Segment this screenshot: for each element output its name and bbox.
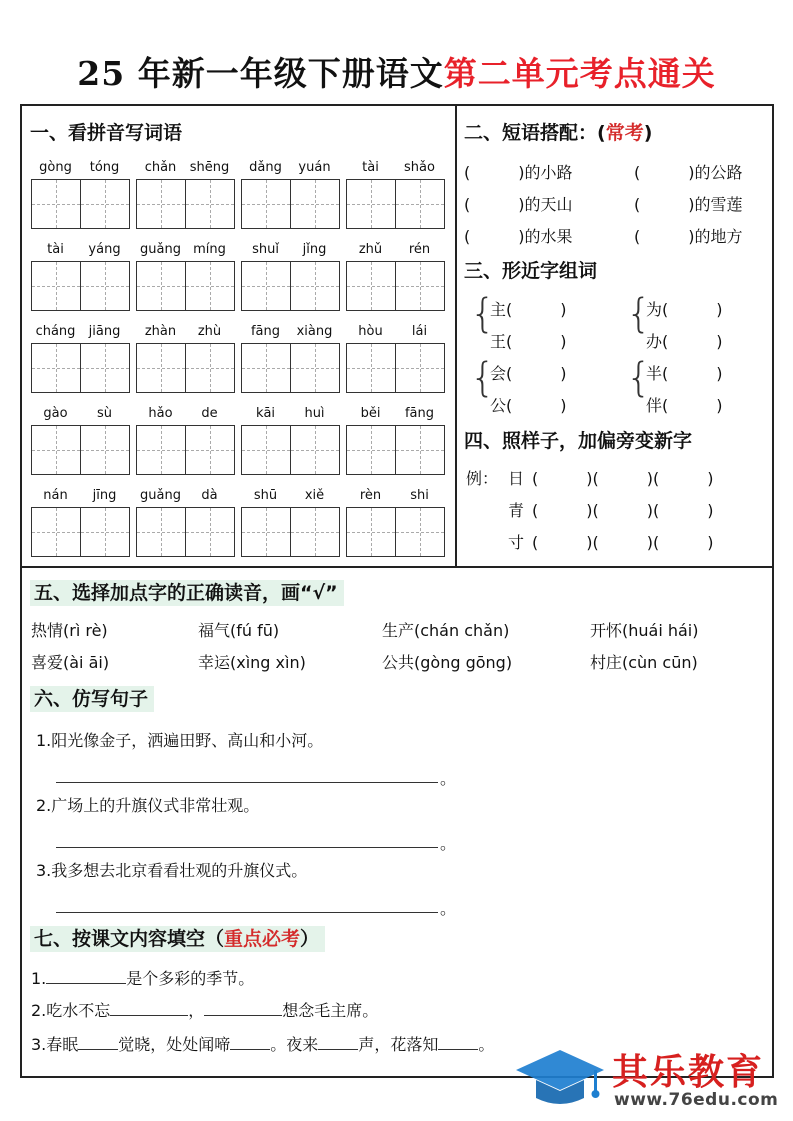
word-cell (136, 157, 235, 229)
fill-line-3 (31, 1032, 494, 1055)
pinyin-syllable: kāi (255, 406, 276, 421)
pinyin-row (346, 239, 445, 261)
pronunciation-item: 喜爱(ài āi) (31, 653, 110, 672)
end-mark: 。 (440, 769, 457, 788)
pinyin-syllable: guǎng (140, 488, 181, 503)
writing-boxes (31, 507, 130, 557)
fill-text: 是个多彩的季节。 (126, 969, 255, 988)
pinyin-syllable: lái (411, 324, 428, 339)
word-cell (136, 239, 235, 311)
similar-char-item: 主( ) (490, 300, 567, 319)
radical-char: 日 (508, 469, 525, 488)
pinyin-row (31, 321, 130, 343)
pinyin-syllable: huì (304, 406, 325, 421)
pinyin-row (346, 321, 445, 343)
tianzige-box[interactable] (185, 262, 234, 310)
word-cell (31, 239, 130, 311)
tianzige-box[interactable] (395, 508, 444, 556)
tianzige-box[interactable] (80, 426, 129, 474)
similar-char-item: 半( ) (646, 364, 723, 383)
sentence-prompt: 3.我多想去北京看看壮观的升旗仪式。 (36, 861, 308, 880)
tianzige-box[interactable] (80, 508, 129, 556)
writing-boxes (136, 179, 235, 229)
tianzige-box[interactable] (137, 344, 185, 392)
writing-boxes (136, 507, 235, 557)
brace-icon: { (626, 291, 652, 337)
writing-boxes (346, 179, 445, 229)
title-highlight: 第二单元考点通关 (443, 54, 716, 93)
writing-boxes (31, 179, 130, 229)
writing-boxes (346, 425, 445, 475)
phrase-item: ( )的天山 (464, 195, 573, 214)
answer-line[interactable] (56, 760, 438, 783)
tianzige-box[interactable] (32, 426, 80, 474)
tianzige-box[interactable] (185, 180, 234, 228)
pinyin-row (136, 321, 235, 343)
pinyin-row (241, 157, 340, 179)
sentence-prompt: 2.广场上的升旗仪式非常壮观。 (36, 796, 260, 815)
sec7-heading-red: 重点必考 (224, 928, 301, 950)
example-label: 例： (466, 469, 499, 488)
tianzige-box[interactable] (80, 180, 129, 228)
pinyin-syllable: míng (193, 242, 226, 257)
fill-blank[interactable] (78, 1035, 118, 1050)
word-cell (346, 485, 445, 557)
fill-text: 声，花落知 (358, 1035, 439, 1054)
pinyin-syllable: shū (253, 488, 278, 503)
fill-line-2 (31, 998, 378, 1021)
fill-line-1 (31, 966, 254, 989)
fill-text: ， (188, 1001, 205, 1020)
pinyin-syllable: rén (408, 242, 431, 257)
pinyin-row (136, 403, 235, 425)
pinyin-row (346, 157, 445, 179)
graduation-cap-graphic (512, 1042, 606, 1114)
sec2-heading-end: ) (643, 122, 653, 144)
word-cell (31, 485, 130, 557)
sec3-heading: 三、形近字组词 (464, 260, 598, 282)
pronunciation-item: 热情(rì rè) (31, 621, 108, 640)
pinyin-syllable: zhàn (144, 324, 177, 339)
writing-boxes (136, 425, 235, 475)
word-cell (241, 321, 340, 393)
section-divider (20, 566, 774, 568)
watermark-url: www.76edu.com (614, 1090, 779, 1110)
tianzige-box[interactable] (80, 262, 129, 310)
similar-char-item: 伴( ) (646, 396, 723, 415)
radical-blanks: ( )( )( ) (532, 533, 714, 552)
pinyin-syllable: xiàng (296, 324, 333, 339)
word-cell (31, 157, 130, 229)
fill-text: 想念毛主席。 (282, 1001, 379, 1020)
sec7-heading-text: 七、按课文内容填空（ (34, 928, 225, 950)
fill-text: 2.吃水不忘 (31, 1001, 111, 1020)
word-cell (241, 403, 340, 475)
pinyin-syllable: sù (96, 406, 112, 421)
pinyin-syllable: shǎo (404, 160, 435, 175)
pinyin-syllable: hǎo (148, 406, 173, 421)
tianzige-box[interactable] (347, 262, 395, 310)
pinyin-syllable: jiāng (88, 324, 121, 339)
writing-boxes (136, 343, 235, 393)
word-cell (136, 321, 235, 393)
fill-blank[interactable] (46, 969, 126, 984)
tianzige-box[interactable] (395, 426, 444, 474)
word-cell (31, 321, 130, 393)
tianzige-box[interactable] (395, 180, 444, 228)
answer-line[interactable] (56, 825, 438, 848)
fill-blank[interactable] (204, 1001, 282, 1016)
pinyin-syllable: fāng (250, 324, 281, 339)
writing-boxes (31, 425, 130, 475)
pinyin-syllable: tài (47, 242, 64, 257)
answer-line[interactable] (56, 890, 438, 913)
pinyin-row (31, 485, 130, 507)
tianzige-box[interactable] (137, 262, 185, 310)
fill-text: 3.春眠 (31, 1035, 79, 1054)
word-cell (346, 239, 445, 311)
pinyin-row (31, 403, 130, 425)
pinyin-row (346, 485, 445, 507)
tianzige-box[interactable] (80, 344, 129, 392)
tianzige-box[interactable] (185, 344, 234, 392)
writing-boxes (241, 507, 340, 557)
pinyin-syllable: nán (43, 488, 68, 503)
pronunciation-item: 福气(fú fū) (198, 621, 280, 640)
tianzige-box[interactable] (137, 508, 185, 556)
writing-boxes (241, 261, 340, 311)
tianzige-box[interactable] (347, 426, 395, 474)
brace-icon: { (470, 291, 496, 337)
pinyin-syllable: rèn (359, 488, 382, 503)
brace-icon: { (470, 355, 496, 401)
word-cell (346, 321, 445, 393)
word-cell (346, 403, 445, 475)
page-title (0, 48, 793, 95)
pronunciation-item: 生产(chán chǎn) (382, 621, 510, 640)
pinyin-syllable: běi (360, 406, 381, 421)
writing-boxes (241, 343, 340, 393)
writing-boxes (346, 507, 445, 557)
pinyin-row (136, 157, 235, 179)
graduation-cap-icon (512, 1042, 606, 1114)
pinyin-syllable: dǎng (249, 160, 282, 175)
sec5-heading-text: 五、选择加点字的正确读音，画“√” (30, 580, 344, 606)
radical-char: 寸 (508, 533, 525, 552)
similar-char-item: 公( ) (490, 396, 567, 415)
tianzige-box[interactable] (32, 180, 80, 228)
pinyin-syllable: xiě (304, 488, 325, 503)
pinyin-syllable: gòng (39, 160, 72, 175)
pinyin-syllable: guǎng (140, 242, 181, 257)
pinyin-syllable: gào (43, 406, 68, 421)
pinyin-syllable: yáng (88, 242, 121, 257)
pronunciation-item: 村庄(cùn cūn) (590, 653, 698, 672)
tianzige-box[interactable] (137, 180, 185, 228)
tianzige-box[interactable] (242, 180, 290, 228)
tianzige-box[interactable] (242, 508, 290, 556)
phrase-item: ( )的水果 (464, 227, 573, 246)
sentence-prompt: 1.阳光像金子，洒遍田野、高山和小河。 (36, 731, 324, 750)
sec7-heading (30, 924, 325, 951)
pinyin-syllable: fāng (404, 406, 435, 421)
title-main: 25 年新一年级下册语文 (77, 54, 444, 93)
tianzige-box[interactable] (347, 180, 395, 228)
brace-icon: { (626, 355, 652, 401)
phrase-item: ( )的雪莲 (634, 195, 743, 214)
tianzige-box[interactable] (395, 262, 444, 310)
sec1-heading: 一、看拼音写词语 (30, 122, 183, 144)
pinyin-syllable: tài (362, 160, 379, 175)
fill-blank[interactable] (438, 1035, 478, 1050)
pinyin-syllable: shēng (189, 160, 230, 175)
tianzige-box[interactable] (290, 344, 339, 392)
pinyin-syllable: shuǐ (252, 242, 279, 257)
phrase-item: ( )的地方 (634, 227, 743, 246)
tianzige-box[interactable] (290, 262, 339, 310)
pinyin-syllable: chǎn (144, 160, 177, 175)
tianzige-box[interactable] (395, 344, 444, 392)
pinyin-syllable: zhǔ (358, 242, 383, 257)
radical-blanks: ( )( )( ) (532, 501, 714, 520)
column-divider (455, 104, 457, 568)
fill-text: 觉晓，处处闻啼 (118, 1035, 231, 1054)
writing-boxes (31, 261, 130, 311)
radical-blanks: ( )( )( ) (532, 469, 714, 488)
tianzige-box[interactable] (137, 426, 185, 474)
writing-boxes (136, 261, 235, 311)
radical-char: 青 (508, 501, 525, 520)
sec5-heading (30, 578, 344, 605)
tianzige-box[interactable] (242, 426, 290, 474)
phrase-item: ( )的小路 (464, 163, 573, 182)
fill-blank[interactable] (230, 1035, 270, 1050)
writing-boxes (241, 425, 340, 475)
tianzige-box[interactable] (290, 426, 339, 474)
pinyin-row (136, 485, 235, 507)
word-cell (136, 485, 235, 557)
tianzige-box[interactable] (185, 426, 234, 474)
end-mark: 。 (440, 899, 457, 918)
pinyin-row (136, 239, 235, 261)
fill-text: 1. (31, 969, 47, 988)
sec4-heading: 四、照样子，加偏旁变新字 (464, 430, 693, 452)
writing-boxes (241, 179, 340, 229)
sec6-heading-text: 六、仿写句子 (30, 686, 154, 712)
fill-text: 。夜来 (270, 1035, 319, 1054)
tianzige-box[interactable] (32, 344, 80, 392)
pinyin-row (31, 239, 130, 261)
pinyin-syllable: jīng (92, 488, 117, 503)
sec6-heading (30, 684, 154, 711)
pinyin-row (241, 239, 340, 261)
fill-blank[interactable] (110, 1001, 188, 1016)
similar-char-item: 为( ) (646, 300, 723, 319)
similar-char-item: 会( ) (490, 364, 567, 383)
writing-boxes (31, 343, 130, 393)
word-cell (241, 239, 340, 311)
tianzige-box[interactable] (290, 180, 339, 228)
sec7-heading-end: ） (300, 928, 320, 950)
tianzige-box[interactable] (185, 508, 234, 556)
pronunciation-item: 开怀(huái hái) (590, 621, 699, 640)
pinyin-syllable: cháng (35, 324, 76, 339)
writing-boxes (346, 343, 445, 393)
pinyin-row (346, 403, 445, 425)
fill-text: 。 (478, 1035, 495, 1054)
end-mark: 。 (440, 834, 457, 853)
pinyin-syllable: shi (410, 488, 429, 503)
word-cell (241, 157, 340, 229)
similar-char-item: 办( ) (646, 332, 723, 351)
tianzige-box[interactable] (347, 508, 395, 556)
pinyin-syllable: dà (201, 488, 218, 503)
word-cell (136, 403, 235, 475)
pinyin-row (241, 403, 340, 425)
similar-char-item: 王( ) (490, 332, 567, 351)
phrase-item: ( )的公路 (634, 163, 743, 182)
pinyin-row (241, 321, 340, 343)
pinyin-row (241, 485, 340, 507)
sec2-heading-text: 二、短语搭配：( (464, 122, 606, 144)
word-cell (31, 403, 130, 475)
tianzige-box[interactable] (32, 508, 80, 556)
pinyin-syllable: jǐng (302, 242, 327, 257)
pinyin-syllable: hòu (358, 324, 383, 339)
tianzige-box[interactable] (32, 262, 80, 310)
pinyin-syllable: zhù (197, 324, 222, 339)
tianzige-box[interactable] (347, 344, 395, 392)
pronunciation-item: 幸运(xìng xìn) (198, 653, 306, 672)
word-cell (346, 157, 445, 229)
tianzige-box[interactable] (242, 262, 290, 310)
pinyin-syllable: tóng (89, 160, 120, 175)
pronunciation-item: 公共(gòng gōng) (382, 653, 513, 672)
pinyin-row (31, 157, 130, 179)
tianzige-box[interactable] (242, 344, 290, 392)
pinyin-syllable: yuán (298, 160, 331, 175)
word-cell (241, 485, 340, 557)
sec2-heading (464, 118, 652, 145)
writing-boxes (346, 261, 445, 311)
watermark-brand: 其乐教育 (612, 1052, 765, 1093)
fill-blank[interactable] (318, 1035, 358, 1050)
sec2-heading-red: 常考 (605, 122, 644, 144)
pinyin-syllable: de (201, 406, 218, 421)
tianzige-box[interactable] (290, 508, 339, 556)
